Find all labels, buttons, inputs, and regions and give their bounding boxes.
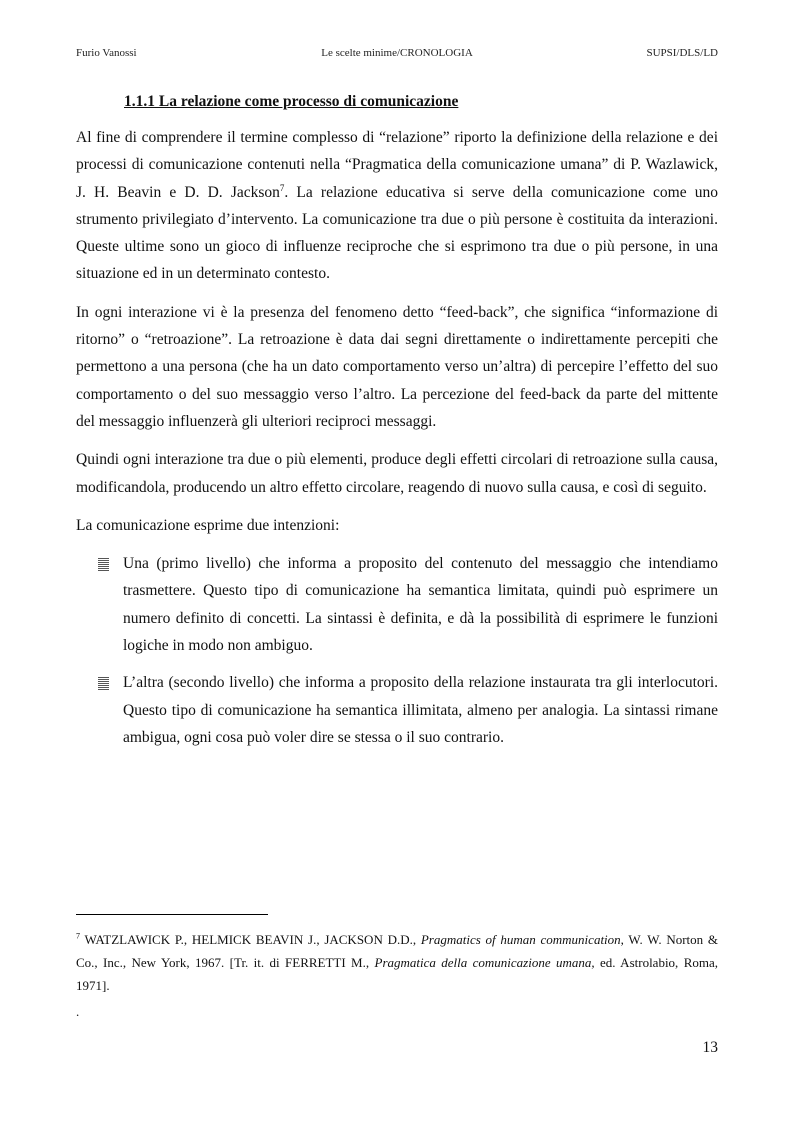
hatched-bullet-icon	[98, 677, 109, 690]
paragraph-3: Quindi ogni interazione tra due o più elementi, produce degli effetti circolari di retroazione sulla causa, modificandola, producendo un altro effetto circolare, reagendo di nuovo sulla causa, e così di seguito.	[76, 451, 718, 496]
footnote-reference[interactable]: 7	[279, 182, 285, 193]
header-author: Furio Vanossi	[76, 47, 137, 59]
paragraph-1	[76, 124, 718, 288]
footnote-separator	[76, 914, 268, 915]
section-heading: 1.1.1 La relazione come processo di comunicazione	[124, 93, 459, 110]
bullet-list	[76, 550, 718, 751]
footnote-publisher: , W. W. Norton & Co., Inc., New York, 1967. [Tr. it. di FERRETTI M.,	[76, 932, 719, 970]
paragraph-1-text-a: Al fine di comprendere il termine complesso di “relazione” riporto la definizione della relazione e dei processi di comunicazione contenuti nella “Pragmatica della comunicazione umana” di P. Wazlawick, J. H. Beavin e D. D. Jackson	[76, 129, 718, 201]
paragraph-1-text-b: . La relazione educativa si serve della comunicazione come uno strumento privilegiato d’intervento. La comunicazione tra due o più persone è costituita da interazioni. Queste ultime sono un gioco di influenze reciproche che si esprimono tra due o più persone, in una situazione ed in un determinato contesto.	[76, 183, 718, 283]
hatched-bullet-icon	[98, 558, 109, 571]
list-item	[76, 669, 718, 751]
paragraph-4: La comunicazione esprime due intenzioni:	[76, 516, 340, 534]
footnote-title-en: Pragmatics of human communication	[420, 932, 621, 947]
header-title: Le scelte minime/CRONOLOGIA	[321, 47, 473, 59]
stray-dot: .	[76, 1004, 80, 1019]
page-number: 13	[702, 1039, 718, 1056]
list-item-text: L’altra (secondo livello) che informa a proposito della relazione instaurata tra gli interlocutori. Questo tipo di comunicazione ha semantica illimitata, almeno per analogia. La sintassi rimane ambigua, ogni cosa può voler dire se stessa o il suo contrario.	[123, 674, 718, 746]
list-item	[76, 550, 718, 659]
footnote-end: ed. Astrolabio, Roma, 1971].	[76, 955, 718, 993]
footnote-authors: WATZLAWICK P., HELMICK BEAVIN J., JACKSON D.D.,	[80, 932, 421, 947]
footnote-title-it: Pragmatica della comunicazione umana,	[374, 955, 595, 970]
list-item-text: Una (primo livello) che informa a proposito del contenuto del messaggio che intendiamo trasmettere. Questo tipo di comunicazione ha semantica limitata, quindi può esprimere un numero definito di concetti. La sintassi è definita, e dà la possibilità di esprimere le funzioni logiche in modo non ambiguo.	[123, 555, 718, 655]
paragraph-2: In ogni interazione vi è la presenza del fenomeno detto “feed-back”, che significa “informazione di ritorno” o “retroazione”. La retroazione è data dai segni direttamente o indirettamente percepiti che permettono a una persona (che ha un dato comportamento verso un’altra) di percepire l’effetto del suo comportamento o del suo messaggio verso l’altro. La percezione del feed-back da parte del mittente del messaggio influenzerà gli ulteriori reciproci messaggi.	[76, 303, 718, 430]
header-institution: SUPSI/DLS/LD	[646, 47, 718, 59]
main-content	[76, 92, 718, 761]
footnote-number: 7	[76, 931, 80, 941]
footnote	[76, 928, 718, 997]
